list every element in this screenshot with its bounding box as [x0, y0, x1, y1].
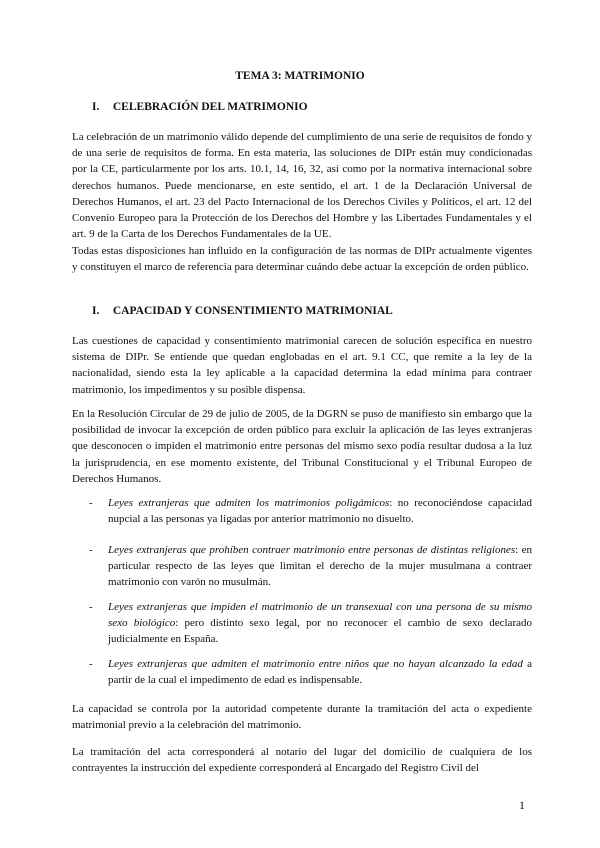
bullet-dash: -: [89, 544, 93, 556]
bullet-italic: Leyes extranjeras que impiden el matrimonio de un transexual con una persona de su mismo sexo biológico: [108, 601, 532, 630]
list-item: [89, 542, 532, 591]
bullet-dash: -: [89, 658, 93, 670]
page-title: TEMA 3: MATRIMONIO: [235, 70, 365, 82]
section-heading-capacidad: [92, 305, 393, 317]
list-item: [89, 599, 532, 648]
section-number: I.: [92, 101, 100, 113]
section-heading-celebracion: [92, 101, 308, 113]
paragraph-disposiciones: Todas estas disposiciones han influido en la configuración de las normas de DIPr actualmente vigentes y constituyen el marco de referencia para determinar cuándo debe actuar la excepción de orden público.: [72, 245, 532, 274]
bullet-dash: -: [89, 497, 93, 509]
section-number: I.: [92, 305, 100, 317]
section-heading-text: CELEBRACIÓN DEL MATRIMONIO: [112, 101, 308, 113]
paragraph-tramitacion: La tramitación del acta corresponderá al notario del lugar del domicilio de cualquiera de los contrayentes la instrucción del expediente corresponderá al Encargado del Registro Civil del: [72, 746, 532, 775]
paragraph-control: La capacidad se controla por la autoridad competente durante la tramitación del acta o expediente matrimonial previo a la celebración del matrimonio.: [72, 703, 532, 732]
page-number: 1: [519, 798, 525, 812]
bullet-italic: Leyes extranjeras que admiten los matrimonios poligámicos: [108, 497, 390, 509]
bullet-dash: -: [89, 601, 93, 613]
list-item: [89, 495, 533, 527]
paragraph-resolucion: En la Resolución Circular de 29 de julio de 2005, de la DGRN se puso de manifiesto sin embargo que la posibilidad de invocar la excepción de orden público para excluir la aplicación de las leyes extranjeras que desconocen o impiden el matrimonio entre personas del mismo sexo podía resultar dudosa a la luz la jurisprudencia, en ese momento existente, del Tribunal Constitucional y el Tribunal Europeo de Derechos Humanos.: [72, 408, 532, 485]
list-item: [89, 656, 532, 688]
section-heading-text: CAPACIDAD Y CONSENTIMIENTO MATRIMONIAL: [112, 305, 393, 317]
bullet-italic: Leyes extranjeras que prohíben contraer matrimonio entre personas de distintas religiones: [108, 544, 516, 556]
bullet-text: a partir de la cual el impedimento de edad es indispensable.: [108, 658, 532, 687]
bullet-italic: Leyes extranjeras que admiten el matrimonio entre niños que no hayan alcanzado la edad: [108, 658, 523, 670]
bullet-text: : pero distinto sexo legal, por no reconocer el cambio de sexo declarado judicialmente en España.: [108, 617, 532, 646]
bullet-text: : no reconociéndose capacidad nupcial a las personas ya ligadas por anterior matrimonio no disuelto.: [108, 497, 533, 526]
paragraph-capacidad: Las cuestiones de capacidad y consentimiento matrimonial carecen de solución específica en nuestro sistema de DIPr. Se entiende que quedan englobadas en el art. 9.1 CC, que remite a la ley de la nacionalidad, siendo esta la ley aplicable a la capacidad determina la edad mínima para contraer matrimonio, los impedimentos y su posible dispensa.: [72, 335, 532, 396]
paragraph-requisitos: La celebración de un matrimonio válido depende del cumplimiento de una serie de requisitos de fondo y de una serie de requisitos de forma. En esta materia, las soluciones de DIPr están muy condicionadas por la CE, particularmente por los arts. 10.1, 14, 16, 32, así como por la normativa internacional sobre derechos humanos. Puede mencionarse, en este sentido, el art. 1 de la Declaración Universal de Derechos Humanos, el art. 23 del Pacto Internacional de los Derechos Civiles y Políticos, el art. 12 del Convenio Europeo para la Protección de los Derechos del Hombre y las Libertades Fundamentales y el art. 9 de la Carta de los Derechos Fundamentales de la UE.: [72, 131, 532, 241]
bullet-text: : en particular respecto de las leyes que limitan el derecho de la mujer musulmana a contraer matrimonio con varón no musulmán.: [108, 544, 532, 589]
